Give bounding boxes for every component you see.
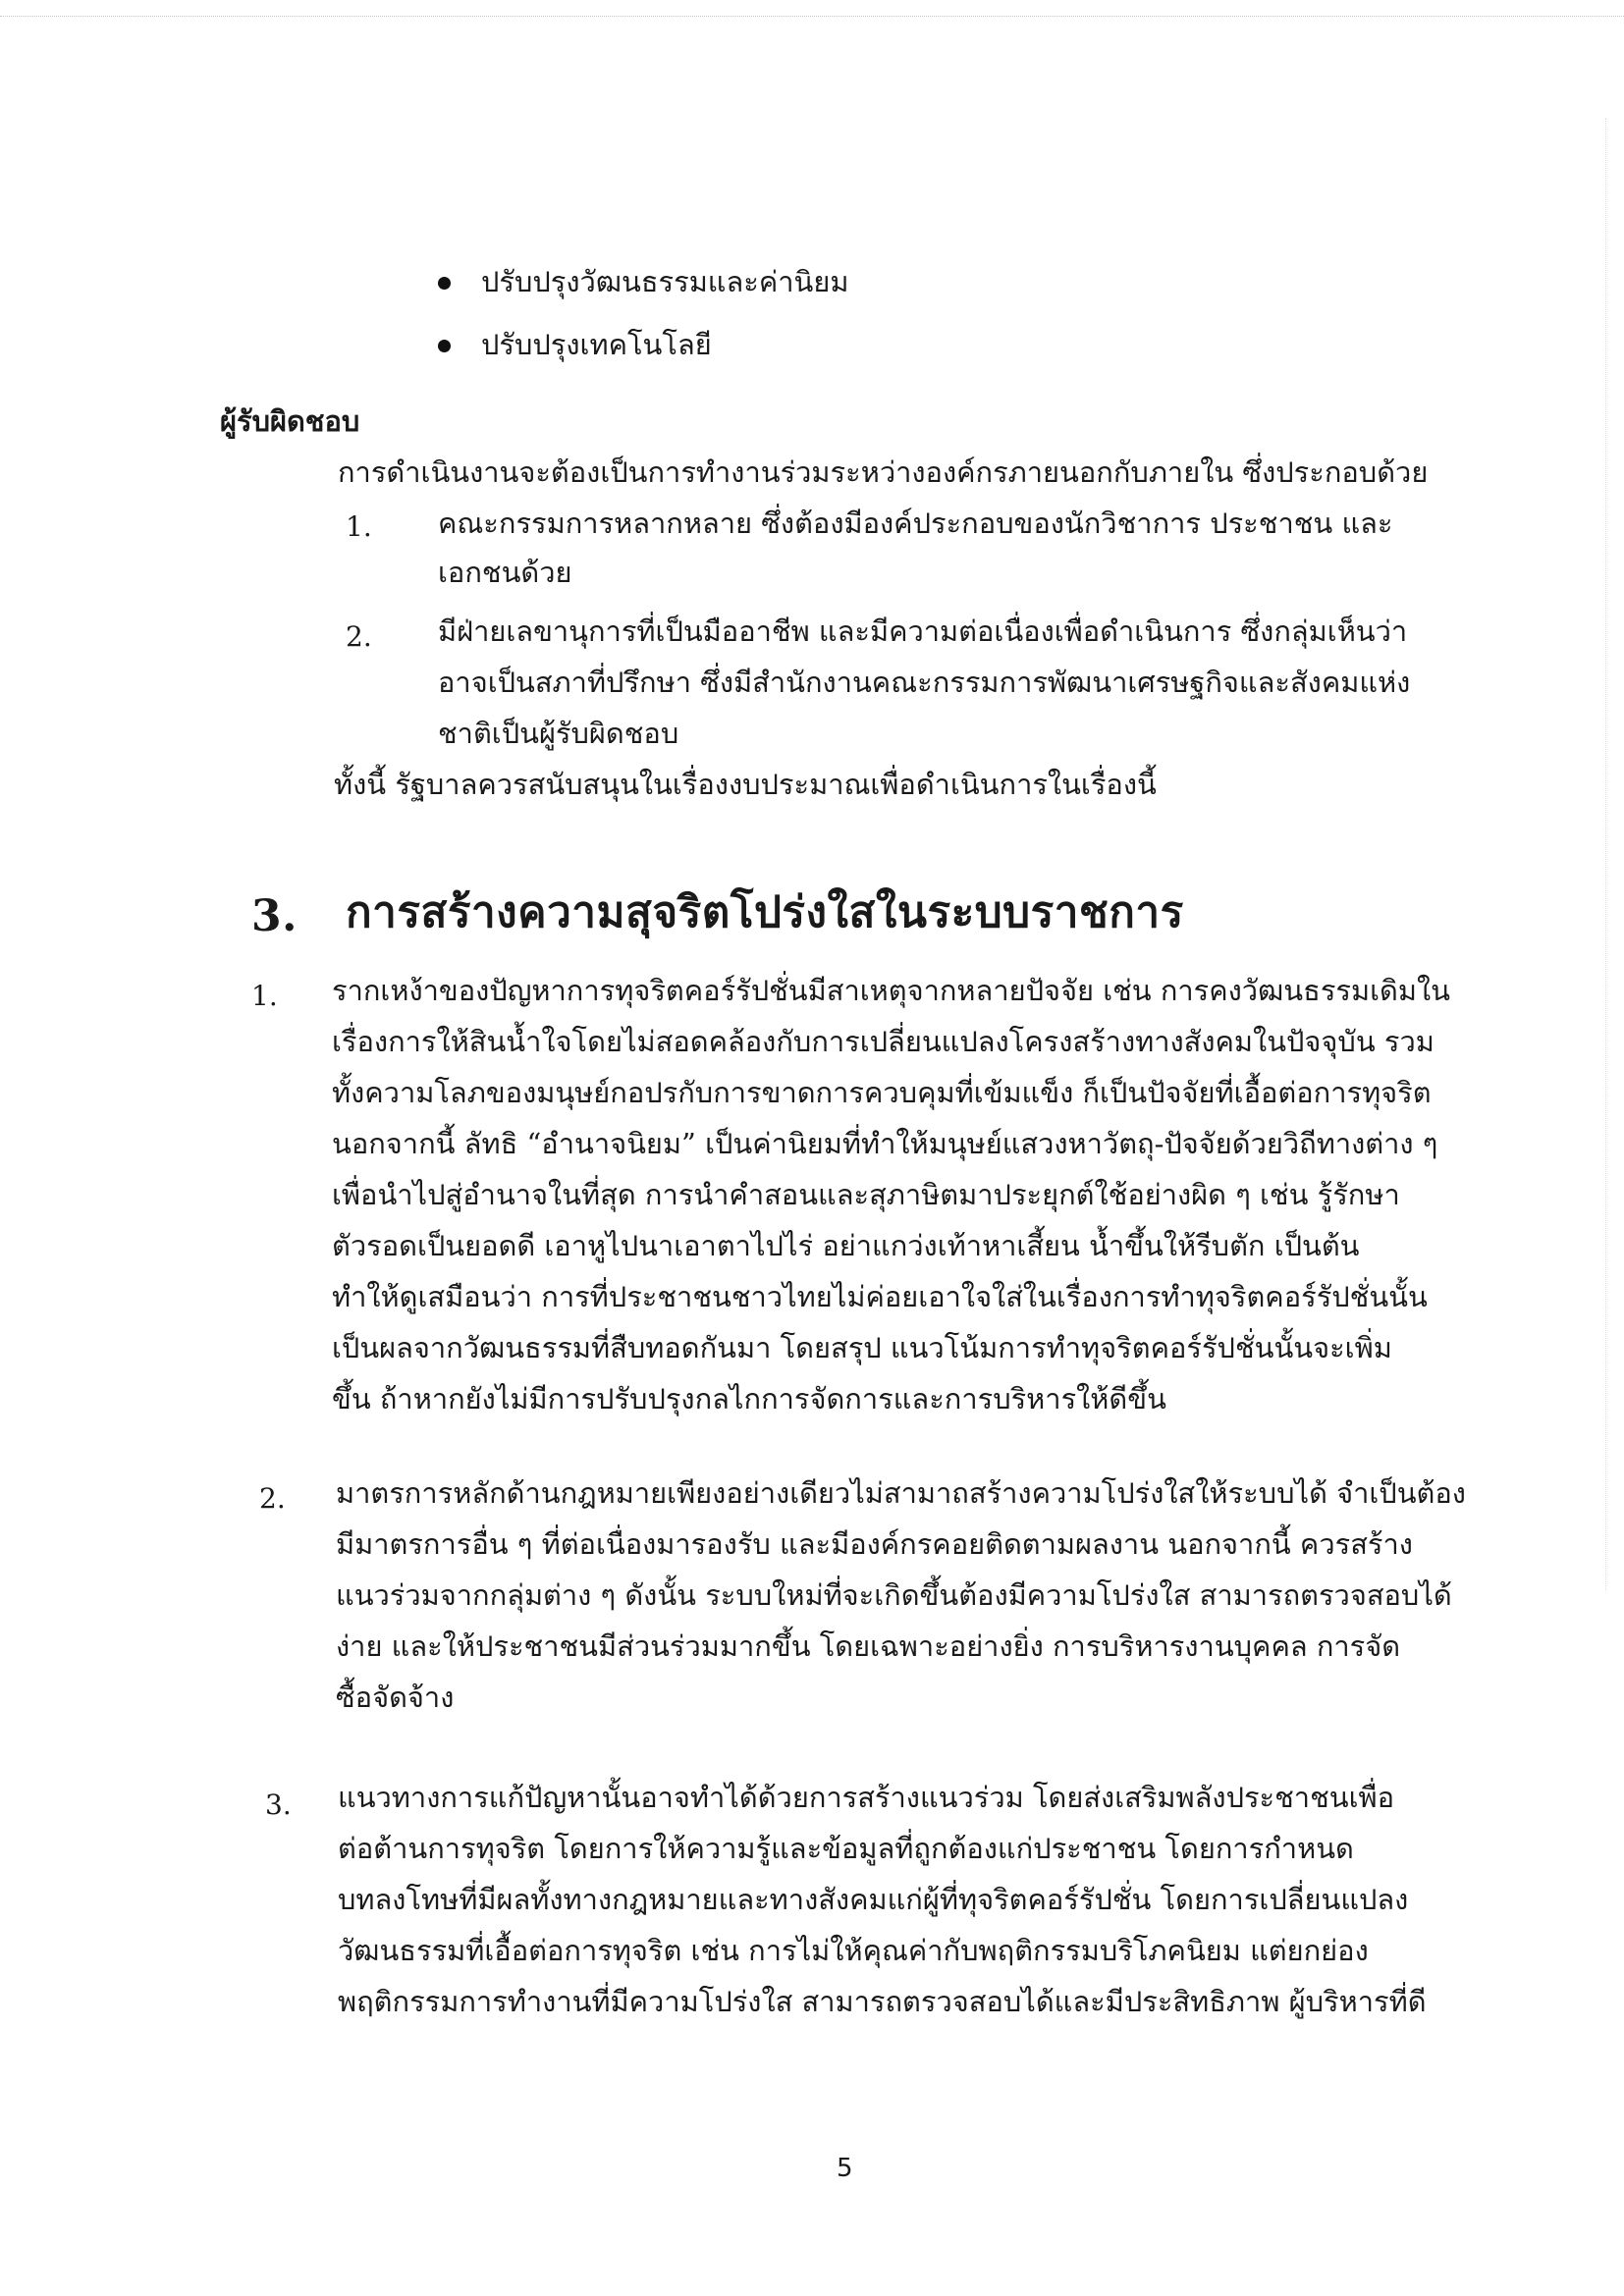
paragraph-line: ทั้งความโลภของมนุษย์กอปรกับการขาดการควบคุมที่เข้มแข็ง ก็เป็นปัจจัยที่เอื้อต่อการทุจริต [332, 1076, 1432, 1109]
scan-edge-right [1605, 118, 1616, 1590]
paragraph-line: แนวทางการแก้ปัญหานั้นอาจทำได้ด้วยการสร้างแนวร่วม โดยส่งเสริมพลังประชาชนเพื่อ [338, 1781, 1395, 1814]
bullet-item: ปรับปรุงเทคโนโลยี [481, 328, 712, 361]
list-number: 1. [346, 510, 372, 543]
paragraph-line: ซื้อจัดจ้าง [336, 1681, 455, 1714]
paragraph-line: ขึ้น ถ้าหากยังไม่มีการปรับปรุงกลไกการจัดการและการบริหารให้ดีขึ้น [332, 1382, 1166, 1415]
paragraph-line: รากเหง้าของปัญหาการทุจริตคอร์รัปชั่นมีสาเหตุจากหลายปัจจัย เช่น การคงวัฒนธรรมเดิมใน [332, 974, 1450, 1007]
paragraph-line: ง่าย และให้ประชาชนมีส่วนร่วมมากขึ้น โดยเฉพาะอย่างยิ่ง การบริหารงานบุคคล การจัด [336, 1629, 1401, 1663]
paragraph-line: แนวร่วมจากกลุ่มต่าง ๆ ดังนั้น ระบบใหม่ที่จะเกิดขึ้นต้องมีความโปร่งใส สามารถตรวจสอบได้ [336, 1578, 1452, 1612]
paragraph-line: พฤติกรรมการทำงานที่มีความโปร่งใส สามารถตรวจสอบได้และมีประสิทธิภาพ ผู้บริหารที่ดี [338, 1985, 1427, 2018]
paragraph-line: เพื่อนำไปสู่อำนาจในที่สุด การนำคำสอนและสุภาษิตมาประยุกต์ใช้อย่างผิด ๆ เช่น รู้รักษา [332, 1178, 1400, 1211]
paragraph-number: 1. [251, 980, 278, 1012]
paragraph-line: ต่อต้านการทุจริต โดยการให้ความรู้และข้อมูลที่ถูกต้องแก่ประชาชน โดยการกำหนด [338, 1832, 1354, 1865]
bullet-dot [438, 340, 451, 352]
paragraph-number: 2. [259, 1482, 286, 1515]
list-item-line: เอกชนด้วย [438, 556, 572, 589]
paragraph-line: มาตรการหลักด้านกฎหมายเพียงอย่างเดียวไม่สามาถสร้างความโปร่งใสให้ระบบได้ จำเป็นต้อง [336, 1476, 1466, 1510]
list-item-line: ชาติเป็นผู้รับผิดชอบ [438, 717, 679, 750]
paragraph-number: 3. [265, 1789, 292, 1821]
section-number: 3. [251, 891, 298, 941]
paragraph-line: วัฒนธรรมที่เอื้อต่อการทุจริต เช่น การไม่ให้คุณค่ากับพฤติกรรมบริโภคนิยม แต่ยกย่อง [338, 1934, 1369, 1967]
list-item-line: คณะกรรมการหลากหลาย ซึ่งต้องมีองค์ประกอบของนักวิชาการ ประชาชน และ [438, 507, 1393, 540]
paragraph-line: บทลงโทษที่มีผลทั้งทางกฎหมายและทางสังคมแก่ผู้ที่ทุจริตคอร์รัปชั่น โดยการเปลี่ยนแปลง [338, 1883, 1409, 1916]
paragraph-line: ทำให้ดูเสมือนว่า การที่ประชาชนชาวไทยไม่ค่อยเอาใจใส่ในเรื่องการทำทุจริตคอร์รัปชั่นนั้น [332, 1280, 1428, 1313]
bullet-dot [438, 277, 451, 290]
paragraph-line: ตัวรอดเป็นยอดดี เอาหูไปนาเอาตาไปไร่ อย่าแกว่งเท้าหาเสี้ยน น้ำขึ้นให้รีบตัก เป็นต้น [332, 1229, 1360, 1262]
scan-edge-top [0, 0, 1624, 17]
responsible-closing: ทั้งนี้ รัฐบาลควรสนับสนุนในเรื่องงบประมาณเพื่อดำเนินการในเรื่องนี้ [334, 768, 1157, 801]
bullet-item: ปรับปรุงวัฒนธรรมและค่านิยม [481, 265, 849, 298]
list-number: 2. [346, 620, 372, 653]
paragraph-line: มีมาตรการอื่น ๆ ที่ต่อเนื่องมารองรับ และมีองค์กรคอยติดตามผลงาน นอกจากนี้ ควรสร้าง [336, 1527, 1413, 1561]
responsible-intro: การดำเนินงานจะต้องเป็นการทำงานร่วมระหว่างองค์กรภายนอกกับภายใน ซึ่งประกอบด้วย [338, 455, 1429, 489]
paragraph-line: นอกจากนี้ ลัทธิ “อำนาจนิยม” เป็นค่านิยมที่ทำให้มนุษย์แสวงหาวัตถุ-ปัจจัยด้วยวิถีทางต่าง ๆ [332, 1127, 1438, 1160]
paragraph-line: เป็นผลจากวัฒนธรรมที่สืบทอดกันมา โดยสรุป แนวโน้มการทำทุจริตคอร์รัปชั่นนั้นจะเพิ่ม [332, 1331, 1392, 1364]
list-item-line: อาจเป็นสภาที่ปรึกษา ซึ่งมีสำนักงานคณะกรรมการพัฒนาเศรษฐกิจและสังคมแห่ง [438, 666, 1411, 699]
page-number: 5 [837, 2154, 853, 2183]
responsible-heading: ผู้รับผิดชอบ [220, 404, 360, 438]
list-item-line: มีฝ่ายเลขานุการที่เป็นมืออาชีพ และมีความต่อเนื่องเพื่อดำเนินการ ซึ่งกลุ่มเห็นว่า [438, 614, 1408, 648]
paragraph-line: เรื่องการให้สินน้ำใจโดยไม่สอดคล้องกับการเปลี่ยนแปลงโครงสร้างทางสังคมในปัจจุบัน รวม [332, 1025, 1435, 1058]
section-title: การสร้างความสุจริตโปร่งใสในระบบราชการ [346, 887, 1184, 937]
